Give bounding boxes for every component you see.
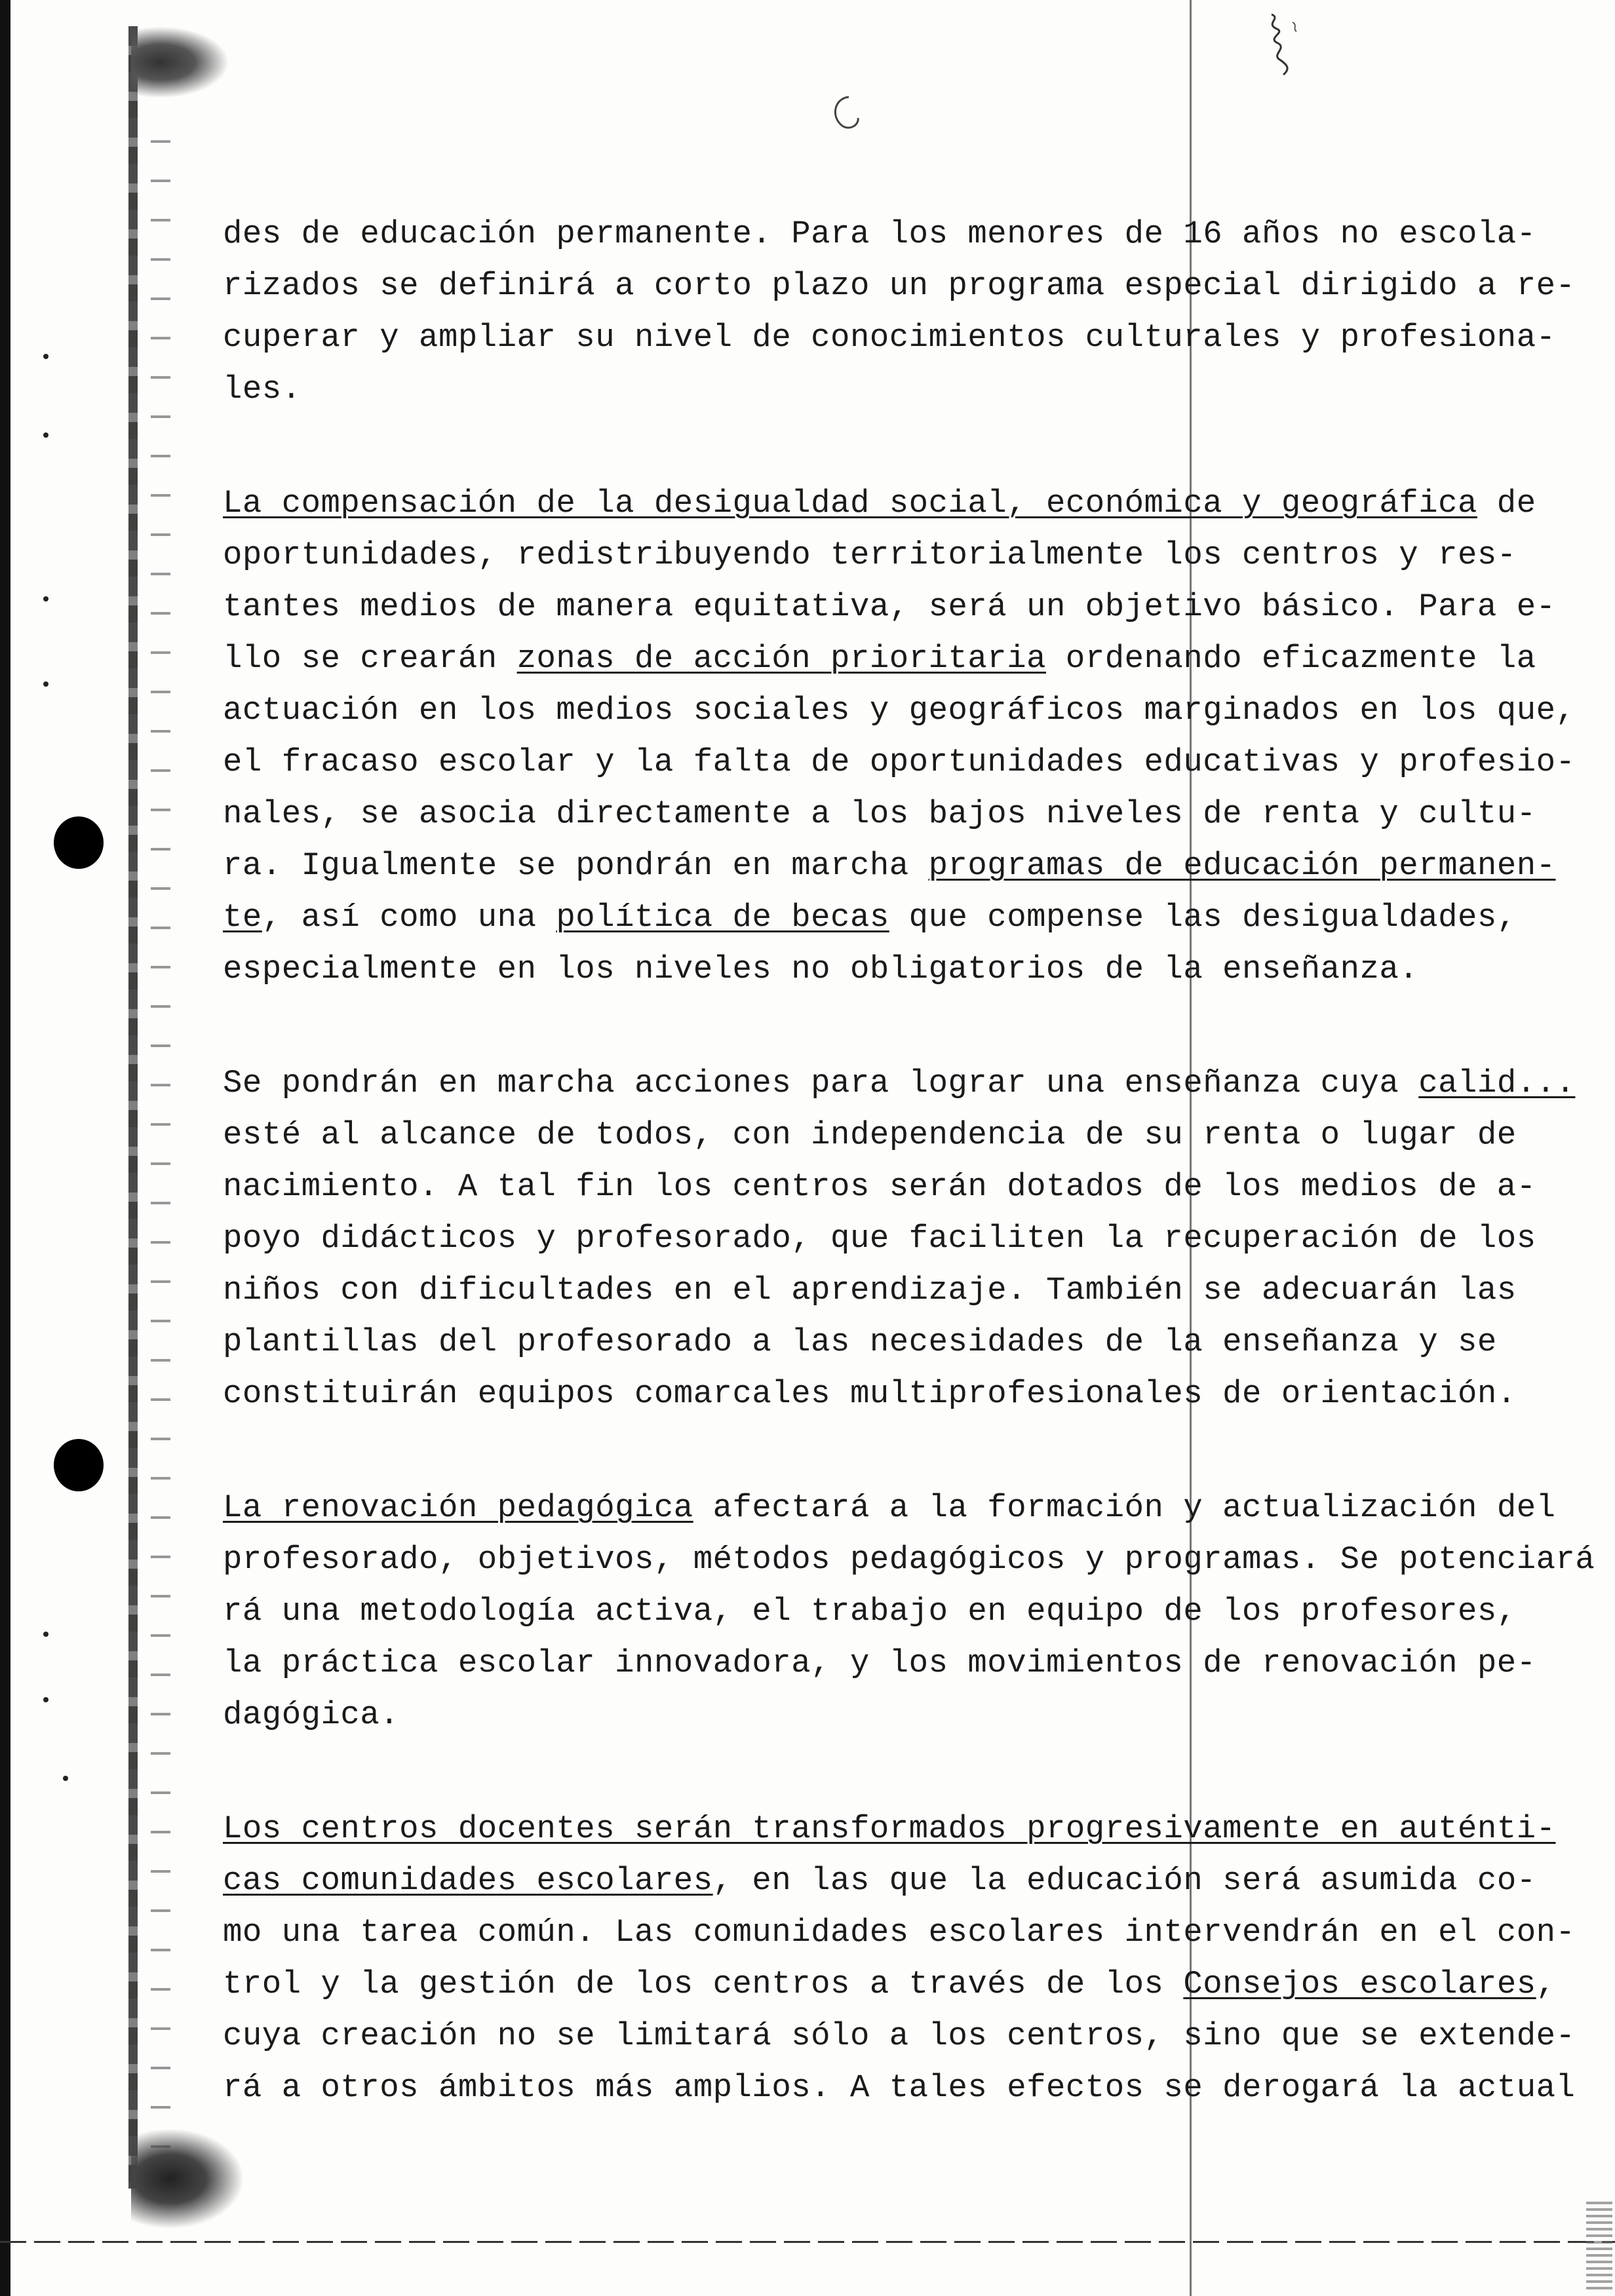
text-segment: des de educación permanente. Para los menores de 16 años no escola- bbox=[223, 216, 1536, 252]
text-segment: constituirán equipos comarcales multiprofesionales de orientación. bbox=[223, 1375, 1517, 1412]
text-segment: oportunidades, redistribuyendo territorialmente los centros y res- bbox=[223, 537, 1517, 573]
text-segment: ra. Igualmente se pondrán en marcha bbox=[223, 847, 929, 884]
scan-dot bbox=[43, 681, 49, 687]
text-segment: trol y la gestión de los centros a través de los bbox=[223, 1966, 1184, 2002]
text-line bbox=[223, 685, 1576, 737]
text-line bbox=[223, 788, 1573, 840]
text-line bbox=[223, 1316, 1573, 1368]
text-segment: profesorado, objetivos, métodos pedagógicos y programas. Se potenciará bbox=[223, 1541, 1595, 1578]
scan-dot bbox=[43, 596, 49, 602]
underlined-phrase: Consejos escolares bbox=[1183, 1966, 1536, 2002]
text-segment: , bbox=[1536, 1966, 1556, 2002]
binding-edge bbox=[0, 0, 10, 2296]
text-segment: plantillas del profesorado a las necesidades de la enseñanza y se bbox=[223, 1324, 1497, 1360]
text-segment: poyo didácticos y profesorado, que faciliten la recuperación de los bbox=[223, 1220, 1536, 1257]
underlined-phrase: zonas de acción prioritaria bbox=[516, 640, 1047, 677]
paragraph bbox=[223, 1058, 1576, 1420]
text-line bbox=[223, 208, 1573, 260]
text-segment: afectará a la formación y actualización del bbox=[693, 1489, 1556, 1526]
underlined-phrase: Los centros docentes serán transformados progresivamente en auténti- bbox=[223, 1810, 1556, 1847]
handwritten-scribble-icon bbox=[1252, 9, 1311, 81]
text-segment: Se pondrán en marcha acciones para lograr una enseñanza cuya bbox=[223, 1065, 1419, 1101]
text-line bbox=[223, 1586, 1573, 1637]
paragraph bbox=[223, 1803, 1576, 2114]
text-segment: nales, se asocia directamente a los bajos niveles de renta y cultu- bbox=[223, 795, 1536, 832]
text-line bbox=[223, 633, 1573, 685]
underlined-phrase: te bbox=[223, 899, 262, 936]
text-segment: cuya creación no se limitará sólo a los centros, sino que se extende- bbox=[223, 2018, 1576, 2054]
text-segment: esté al alcance de todos, con independencia de su renta o lugar de bbox=[223, 1117, 1517, 1153]
paragraph bbox=[223, 208, 1576, 415]
text-line bbox=[223, 1213, 1573, 1265]
text-segment: , así como una bbox=[262, 899, 556, 936]
text-line bbox=[223, 1482, 1573, 1534]
text-line bbox=[223, 312, 1573, 364]
text-line bbox=[223, 1368, 1573, 1420]
scan-dot bbox=[43, 1697, 49, 1702]
text-line bbox=[223, 364, 1573, 415]
document-body bbox=[223, 208, 1595, 2176]
underlined-phrase: programas de educación permanen- bbox=[928, 847, 1556, 884]
text-line bbox=[223, 2010, 1576, 2062]
text-line bbox=[223, 1534, 1595, 1586]
text-line bbox=[223, 1265, 1573, 1316]
text-segment: que compense las desigualdades, bbox=[889, 899, 1517, 936]
scan-dot bbox=[43, 354, 49, 359]
text-line bbox=[223, 2062, 1576, 2114]
underlined-phrase: calid... bbox=[1418, 1065, 1576, 1101]
text-line bbox=[223, 478, 1573, 529]
pencil-circle-mark-icon bbox=[823, 90, 868, 136]
binding-marks bbox=[151, 118, 170, 2182]
text-segment: dagógica. bbox=[223, 1696, 400, 1733]
text-line bbox=[223, 840, 1573, 892]
text-line bbox=[223, 1907, 1576, 1959]
text-line bbox=[223, 1959, 1573, 2010]
underlined-phrase: política de becas bbox=[556, 899, 889, 936]
text-segment: el fracaso escolar y la falta de oportunidades educativas y profesio- bbox=[223, 744, 1576, 780]
text-segment: llo se crearán bbox=[223, 640, 517, 677]
bottom-edge-rule bbox=[0, 2241, 1615, 2243]
scan-smudge-top bbox=[131, 26, 229, 98]
scan-dot bbox=[43, 432, 49, 438]
text-segment: de bbox=[1477, 485, 1536, 522]
text-segment: cuperar y ampliar su nivel de conocimientos culturales y profesiona- bbox=[223, 319, 1556, 356]
text-line bbox=[223, 892, 1573, 944]
text-segment: , en las que la educación será asumida co- bbox=[712, 1862, 1536, 1899]
text-segment: rizados se definirá a corto plazo un programa especial dirigido a re- bbox=[223, 267, 1576, 304]
text-line bbox=[223, 1803, 1573, 1855]
paragraph bbox=[223, 478, 1576, 995]
text-line bbox=[223, 1109, 1573, 1161]
text-segment: rá una metodología activa, el trabajo en equipo de los profesores, bbox=[223, 1593, 1517, 1630]
underlined-phrase: La compensación de la desigualdad social, económica y geográfica bbox=[223, 485, 1477, 522]
text-segment: les. bbox=[223, 371, 302, 408]
paragraph bbox=[223, 1482, 1595, 1741]
underlined-phrase: La renovación pedagógica bbox=[223, 1489, 693, 1526]
binding-shadow bbox=[128, 26, 138, 2189]
text-segment: niños con dificultades en el aprendizaje. También se adecuarán las bbox=[223, 1272, 1517, 1309]
text-segment: la práctica escolar innovadora, y los movimientos de renovación pe- bbox=[223, 1645, 1536, 1681]
text-line bbox=[223, 1855, 1573, 1907]
text-line bbox=[223, 944, 1573, 995]
right-edge-noise bbox=[1586, 2202, 1612, 2293]
text-segment: actuación en los medios sociales y geográficos marginados en los que, bbox=[223, 692, 1576, 729]
text-line bbox=[223, 260, 1576, 312]
text-line bbox=[223, 1058, 1576, 1109]
scan-dot bbox=[63, 1776, 68, 1781]
text-line bbox=[223, 1161, 1573, 1213]
scan-dot bbox=[43, 1632, 49, 1637]
text-segment: tantes medios de manera equitativa, será un objetivo básico. Para e- bbox=[223, 588, 1556, 625]
text-line bbox=[223, 1689, 1573, 1741]
text-line bbox=[223, 529, 1573, 581]
text-segment: especialmente en los niveles no obligatorios de la enseñanza. bbox=[223, 951, 1419, 987]
text-segment: ordenando eficazmente la bbox=[1046, 640, 1536, 677]
text-line bbox=[223, 1637, 1573, 1689]
punch-hole-upper bbox=[54, 816, 104, 869]
underlined-phrase: cas comunidades escolares bbox=[223, 1862, 713, 1899]
text-line bbox=[223, 737, 1576, 788]
text-segment: mo una tarea común. Las comunidades escolares intervendrán en el con- bbox=[223, 1914, 1576, 1951]
punch-hole-lower bbox=[54, 1439, 104, 1491]
text-line bbox=[223, 581, 1573, 633]
text-segment: nacimiento. A tal fin los centros serán dotados de los medios de a- bbox=[223, 1168, 1536, 1205]
text-segment: rá a otros ámbitos más amplios. A tales efectos se derogará la actual bbox=[223, 2069, 1576, 2106]
